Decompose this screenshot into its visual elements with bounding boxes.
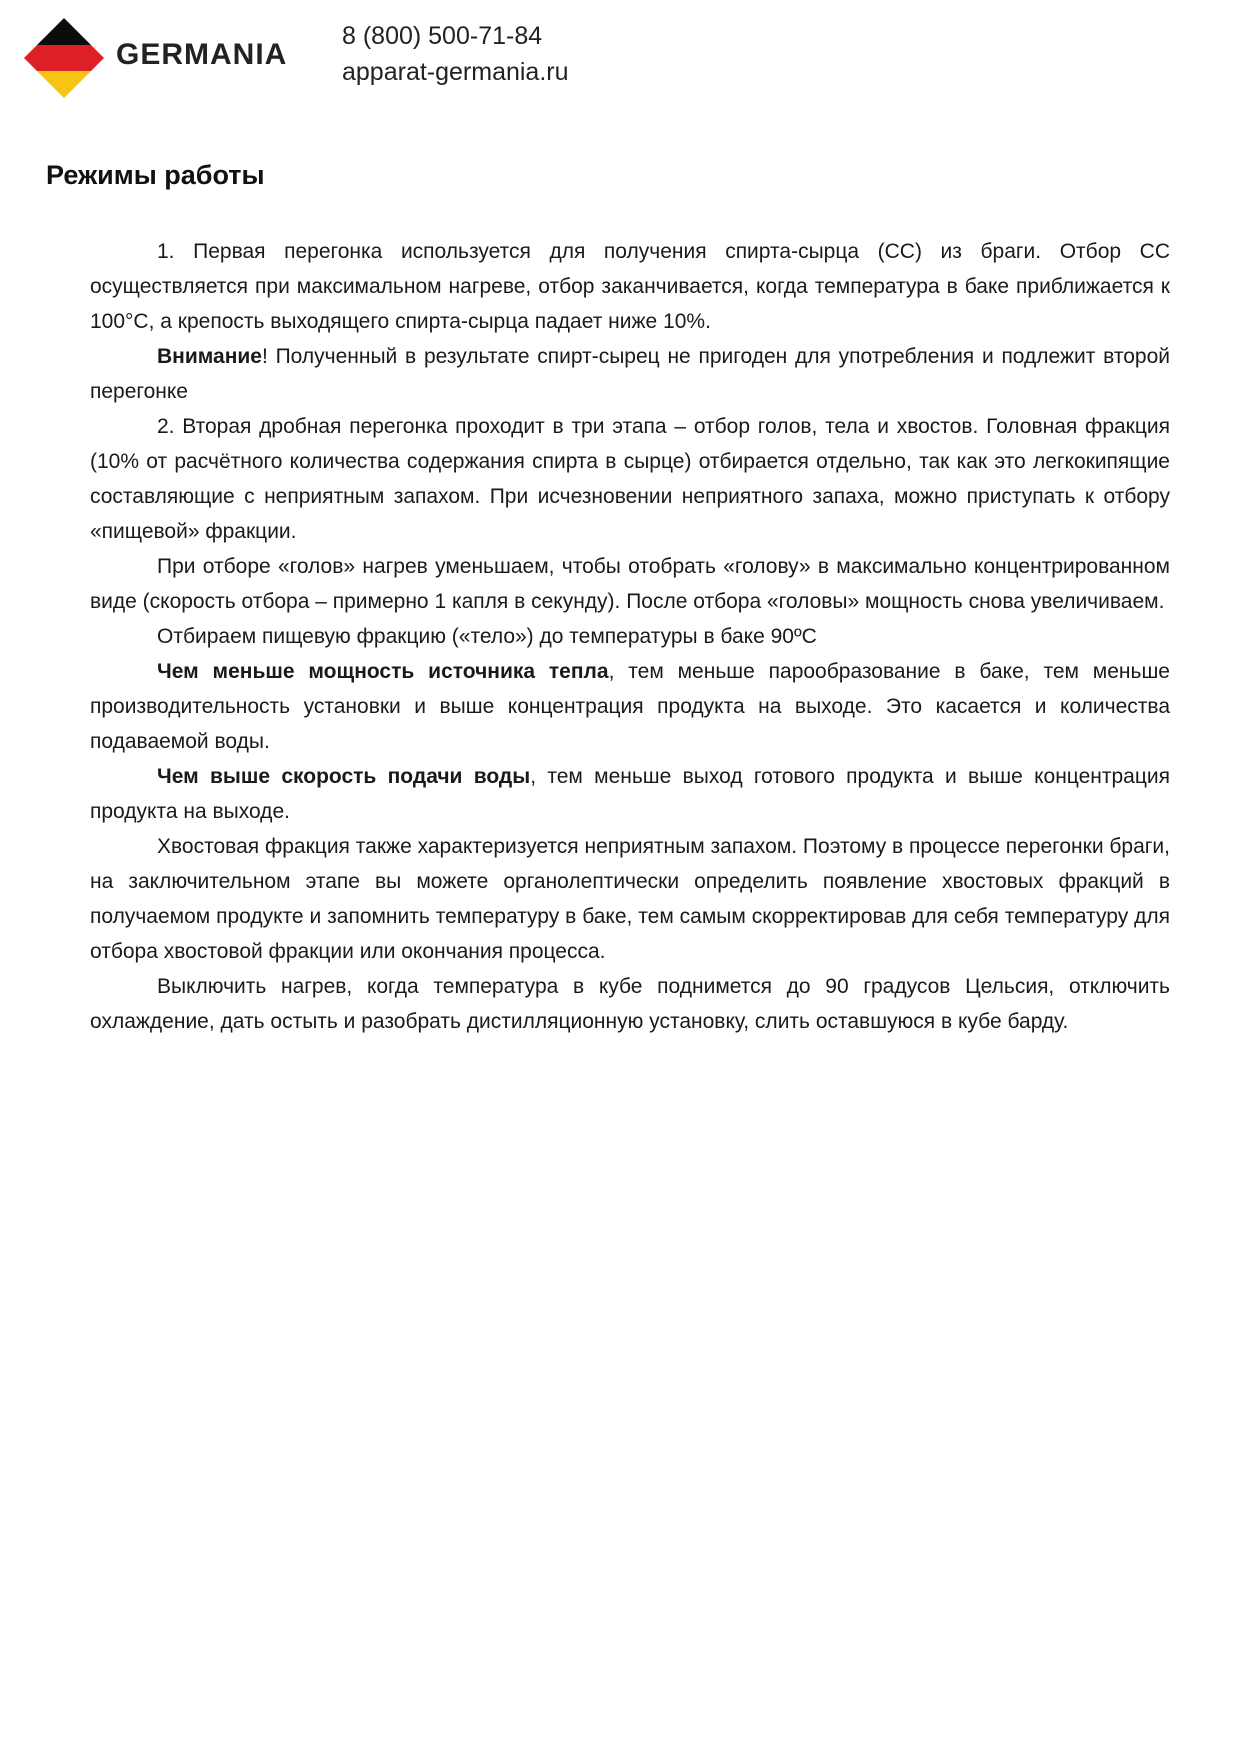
phone-number: 8 (800) 500-71-84	[342, 22, 543, 50]
page-title: Режимы работы	[46, 160, 265, 190]
paragraph-warning	[90, 339, 1170, 409]
paragraph-heads-selection: При отборе «голов» нагрев уменьшаем, чтобы отобрать «голову» в максимально концентрированном виде (скорость отбора – примерно 1 капля в секунду). После отбора «головы» мощность снова увеличиваем.	[90, 555, 1170, 613]
paragraph-shutdown: Выключить нагрев, когда температура в кубе поднимется до 90 градусов Цельсия, отключить охлаждение, дать остыть и разобрать дистилляционную установку, слить оставшуюся в кубе барду.	[90, 975, 1170, 1033]
paragraph-first-distillation: 1. Первая перегонка используется для получения спирта-сырца (СС) из браги. Отбор СС осуществляется при максимальном нагреве, отбор заканчивается, когда температура в баке приближается к 100°С, а крепость выходящего спирта-сырца падает ниже 10%.	[90, 240, 1170, 333]
water-speed-emphasis: Чем выше скорость подачи воды	[157, 765, 531, 788]
germany-flag-diamond-logo	[24, 18, 104, 98]
contact-info	[342, 18, 569, 90]
website-link[interactable]: apparat-germania.ru	[342, 58, 569, 86]
warning-label: Внимание	[157, 345, 262, 368]
warning-text: ! Полученный в результате спирт-сырец не пригоден для употребления и подлежит второй перегонке	[90, 345, 1170, 403]
document-body	[90, 234, 1170, 1039]
paragraph-second-distillation: 2. Вторая дробная перегонка проходит в три этапа – отбор голов, тела и хвостов. Головная фракция (10% от расчётного количества содержания спирта в сырце) отбирается отдельно, так как это легкокипящие составляющие с неприятным запахом. При исчезновении неприятного запаха, можно приступать к отбору «пищевой» фракции.	[90, 415, 1170, 543]
paragraph-tails-fraction: Хвостовая фракция также характеризуется неприятным запахом. Поэтому в процессе перегонки браги, на заключительном этапе вы можете органолептически определить появление хвостовых фракций в получаемом продукте и запомнить температуру в баке, тем самым скорректировав для себя температуру для отбора хвостовой фракции или окончания процесса.	[90, 835, 1170, 963]
water-speed-text: , тем меньше выход готового продукта и выше концентрация продукта на выходе.	[90, 765, 1170, 823]
paragraph-heat-power	[90, 654, 1170, 759]
paragraph-water-speed	[90, 759, 1170, 829]
paragraph-body-fraction: Отбираем пищевую фракцию («тело») до температуры в баке 90ºС	[157, 625, 817, 648]
brand-name: GERMANIA	[116, 38, 288, 71]
heat-power-text: , тем меньше парообразование в баке, тем меньше производительность установки и выше концентрация продукта на выходе. Это касается и количества подаваемой воды.	[90, 660, 1170, 753]
page-header	[24, 18, 1214, 102]
heat-power-emphasis: Чем меньше мощность источника тепла	[157, 660, 609, 683]
